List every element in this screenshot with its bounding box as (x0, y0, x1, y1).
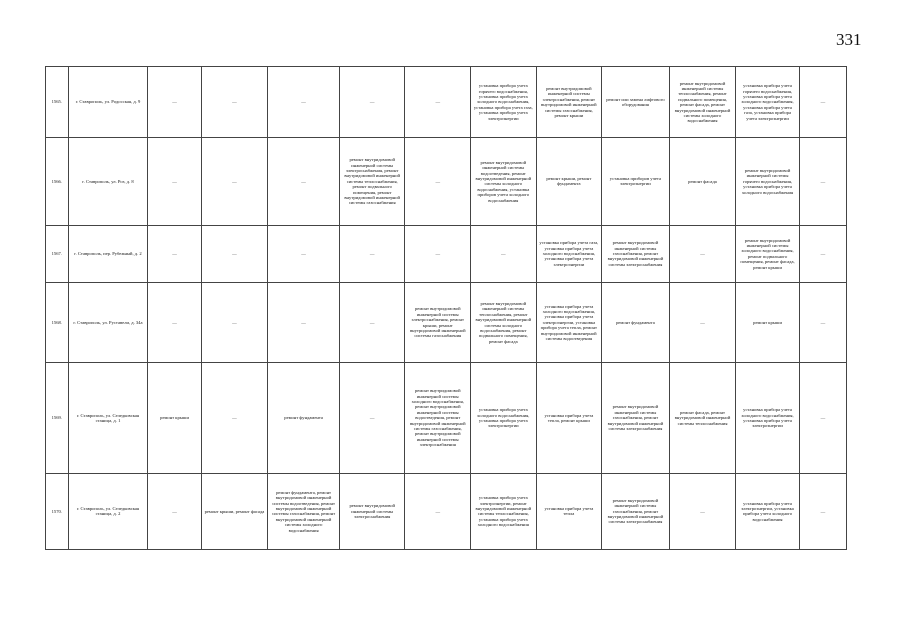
table-cell: ремонт крыши, ремонт фасада (201, 473, 268, 549)
table-cell: установка прибора учета горячего водоснабжения, установка прибора учета холодного водоснабжения, установка прибора учета газа, установка прибора учета электроэнергии (736, 67, 800, 138)
address-cell: г. Ставрополь, ул. Руставели, д. 34а (68, 282, 148, 362)
table-cell: ремонт внутридомовой инженерной системы водоотведения, ремонт внутридомовой инженерной системы холодного водоснабжения, установка приборов учета холодного водоснабжения (471, 138, 537, 225)
table-row (46, 225, 847, 282)
table-cell: — (148, 225, 201, 282)
table-cell: ремонт внутридомовой инженерной системы газоснабжения, ремонт внутридомовой инженерной системы электроснабжения (602, 225, 670, 282)
table-row (46, 138, 847, 225)
table-cell: — (148, 282, 201, 362)
table-cell: ремонт внутридомовой инженерной системы электроснабжения (339, 473, 405, 549)
table-cell: ремонт внутридомовой инженерной системы электроснабжения, ремонт внутридомовой инженерной системы газоснабжения, ремонт крыши (536, 67, 602, 138)
table-cell: — (471, 225, 537, 282)
table-cell: — (339, 225, 405, 282)
table-cell: установка прибора учета холодного водоснабжения, установка прибора учета электроэнергии (736, 363, 800, 473)
table-row (46, 282, 847, 362)
table-cell: установка прибора учета холодного водоснабжения, установка прибора учета электроэнергии (471, 363, 537, 473)
table-cell: — (201, 282, 268, 362)
address-cell: г. Ставрополь, ул. Селедковская станица, д. 1 (68, 363, 148, 473)
table-cell: — (268, 225, 340, 282)
table-cell: — (339, 282, 405, 362)
table-cell: ремонт фасада, ремонт внутридомовой инженерной системы теплоснабжения (669, 363, 736, 473)
row-number-cell: 1570. (46, 473, 69, 549)
address-cell: г. Ставрополь, ул. Родосская, д. 9 (68, 67, 148, 138)
table-cell: ремонт или замена лифтового оборудования (602, 67, 670, 138)
table-cell: ремонт внутридомовой инженерной системы холодного водоснабжения, ремонт внутридомовой инженерной системы водоотведения, ремонт внутридомовой инженерной системы газоснабжения, ремонт внутридомовой инженерной системы электроснабжения (405, 363, 471, 473)
table-cell: ремонт внутридомовой инженерной системы электроснабжения, ремонт крыши, ремонт внутридомовой инженерной системы газоснабжения (405, 282, 471, 362)
table-cell: — (799, 67, 846, 138)
address-cell: г. Ставрополь, ул. Роз, д. 8 (68, 138, 148, 225)
table-cell: — (148, 138, 201, 225)
row-number-cell: 1566. (46, 138, 69, 225)
table-cell: — (201, 67, 268, 138)
table-cell: ремонт внутридомовой инженерной системы горячего водоснабжения, установка прибора учета холодного водоснабжения (736, 138, 800, 225)
table-cell: — (148, 473, 201, 549)
row-number-cell: 1569. (46, 363, 69, 473)
row-number-cell: 1568. (46, 282, 69, 362)
address-cell: г. Ставрополь, пер. Рубежный, д. 2 (68, 225, 148, 282)
table-cell: установка прибора учета тепла, ремонт крыши (536, 363, 602, 473)
row-number-cell: 1565. (46, 67, 69, 138)
table-cell: установка прибора учета газа, установка прибора учета холодного водоснабжения, установка прибора учета электроэнергии (536, 225, 602, 282)
table-cell: — (799, 138, 846, 225)
table-cell: установка приборов учета электроэнергии (602, 138, 670, 225)
table-cell: ремонт фасада (669, 138, 736, 225)
table-cell: ремонт внутридомовой инженерной системы газоснабжения, ремонт внутридомовой инженерной системы электроснабжения (602, 363, 670, 473)
table-cell: установка прибора учета электроэнергии, ремонт внутридомовой инженерной системы теплоснабжения, установка прибора учета холодного водоснабжения (471, 473, 537, 549)
table-cell: ремонт внутридомовой инженерной системы газоснабжения, ремонт внутридомовой инженерной системы электроснабжения (602, 473, 670, 549)
table-row (46, 67, 847, 138)
table-cell: ремонт фундамента (268, 363, 340, 473)
table-cell: ремонт крыши, ремонт фундамента (536, 138, 602, 225)
table-cell: — (669, 282, 736, 362)
table-cell: — (405, 138, 471, 225)
table-cell: — (405, 225, 471, 282)
table-cell: — (268, 282, 340, 362)
table-cell: — (268, 67, 340, 138)
table-cell: — (799, 282, 846, 362)
table-cell: ремонт внутридомовой инженерной системы холодного водоснабжения, ремонт подвального помещения, ремонт фасада, ремонт крыши (736, 225, 800, 282)
table-cell: — (268, 138, 340, 225)
table-cell: — (201, 138, 268, 225)
table-cell: — (799, 225, 846, 282)
table-cell: — (339, 363, 405, 473)
table-cell: установка прибора учета холодного водоснабжения, установка прибора учета электроэнергии, установка прибора учета тепла, ремонт внутридомовой инженерной системы водоотведения (536, 282, 602, 362)
table-cell: — (799, 363, 846, 473)
table-cell: ремонт фундамента, ремонт внутридомовой инженерной системы водоотведения, ремонт внутридомовой инженерной системы газоснабжения, ремонт внутридомовой инженерной системы холодного водоснабжения (268, 473, 340, 549)
table-cell: — (201, 363, 268, 473)
table-cell: — (405, 67, 471, 138)
registry-table (45, 66, 847, 550)
table-cell: ремонт внутридомовой инженерной системы теплоснабжения, ремонт внутридомовой инженерной системы холодного водоснабжения, ремонт подвального помещения, ремонт фасада (471, 282, 537, 362)
table-cell: установка прибора учета тепла (536, 473, 602, 549)
table-cell: ремонт фундамента (602, 282, 670, 362)
row-number-cell: 1567. (46, 225, 69, 282)
table-row (46, 473, 847, 549)
table-cell: установка прибора учета горячего водоснабжения, установка прибора учета холодного водоснабжения, установка прибора учета газа, установка прибора учета электроэнергии (471, 67, 537, 138)
table-cell: — (339, 67, 405, 138)
page-number: 331 (836, 30, 862, 49)
address-cell: г. Ставрополь, ул. Селедковская станица, д. 2 (68, 473, 148, 549)
table-cell: — (201, 225, 268, 282)
table-cell: установка прибора учета электроэнергии, установка прибора учета холодного водоснабжения (736, 473, 800, 549)
table-cell: ремонт внутридомовой инженерной системы теплоснабжения, ремонт подвального помещения, ремонт фасада, ремонт внутридомовой инженерной системы холодного водоснабжения (669, 67, 736, 138)
table-cell: — (669, 225, 736, 282)
table-cell: — (799, 473, 846, 549)
table-cell: ремонт крыши (148, 363, 201, 473)
table-cell: ремонт внутридомовой инженерной системы электроснабжения, ремонт внутридомовой инженерной системы теплоснабжения, ремонт подвального помещения, ремонт внутридомовой инженерной системы газоснабжения (339, 138, 405, 225)
table-cell: ремонт крыши (736, 282, 800, 362)
table-cell: — (405, 473, 471, 549)
table-cell: — (669, 473, 736, 549)
table-row (46, 363, 847, 473)
table-cell: — (148, 67, 201, 138)
